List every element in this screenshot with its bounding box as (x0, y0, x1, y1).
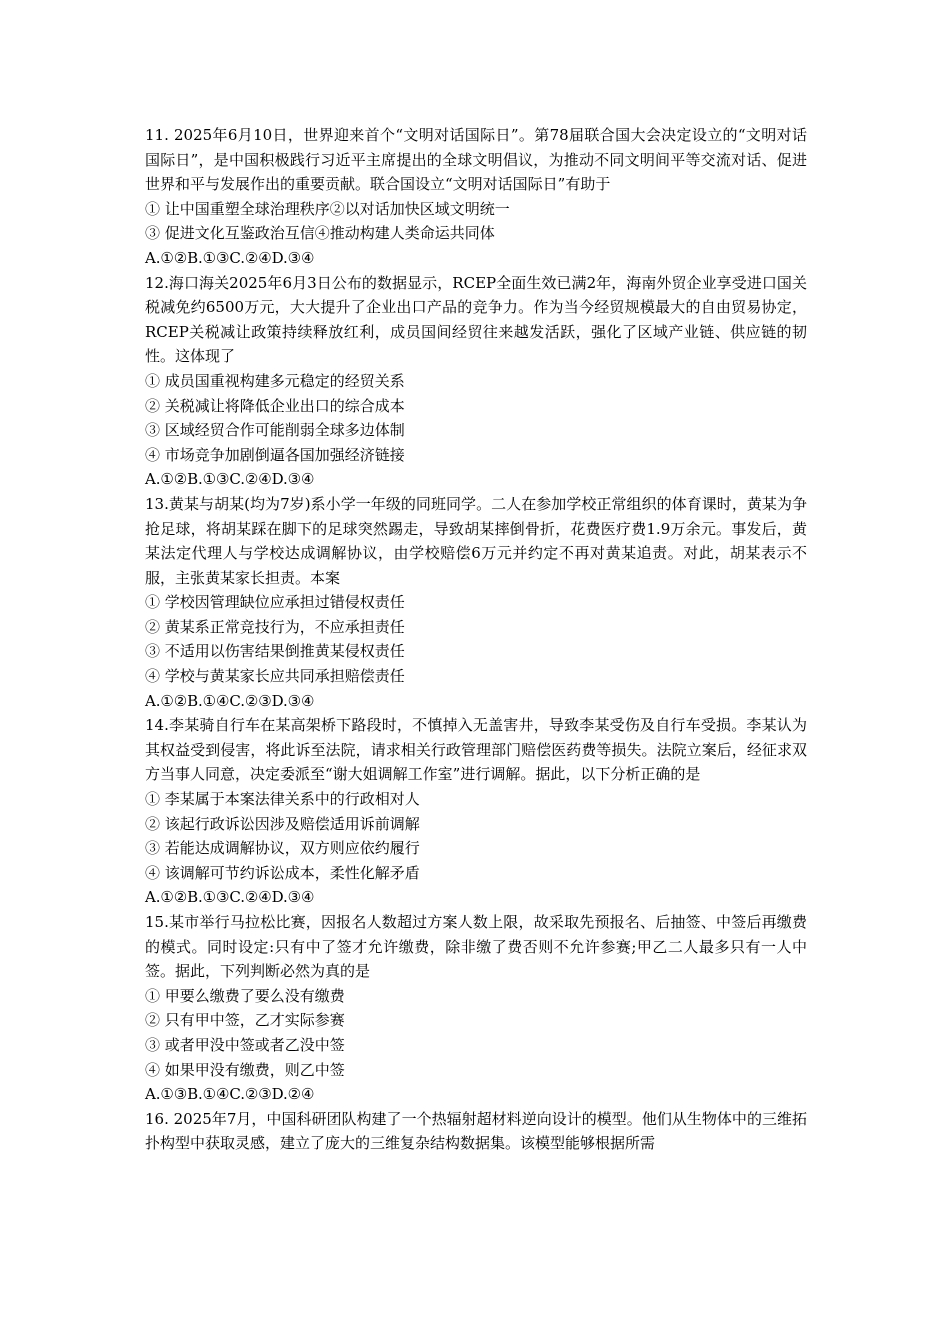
question-stem: 16. 2025年7月，中国科研团队构建了一个热辐射超材料逆向设计的模型。他们从生物体中的三维拓扑构型中获取灵感，建立了庞大的三维复杂结构数据集。该模型能够根据所需 (145, 1109, 807, 1153)
question-option: ② 该起行政诉讼因涉及赔偿适用诉前调解 (145, 814, 420, 833)
answer-choices: A.①③B.①④C.②③D.②④ (145, 1085, 315, 1104)
question-option: ④ 该调解可节约诉讼成本，柔性化解矛盾 (145, 863, 420, 882)
question-option: ③ 或者甲没中签或者乙没中签 (145, 1035, 345, 1054)
question-option: ② 只有甲中签，乙才实际参赛 (145, 1011, 345, 1030)
question-option: ③ 若能达成调解协议，双方则应依约履行 (145, 839, 420, 858)
question-14 (145, 713, 807, 910)
question-option: ④ 如果甲没有缴费，则乙中签 (145, 1060, 345, 1079)
answer-choices: A.①②B.①④C.②③D.③④ (145, 691, 315, 710)
question-stem: 15.某市举行马拉松比赛，因报名人数超过方案人数上限，故采取先预报名、后抽签、中签后再缴费的模式。同时设定:只有中了签才允许缴费，除非缴了费否则不允许参赛;甲乙二人最多只有一人中签。据此，下列判断必然为真的是 (145, 913, 807, 981)
question-option: ③ 区域经贸合作可能削弱全球多边体制 (145, 421, 405, 440)
question-option: ③ 不适用以伤害结果倒推黄某侵权责任 (145, 642, 405, 661)
question-stem: 13.黄某与胡某(均为7岁)系小学一年级的同班同学。二人在参加学校正常组织的体育课时，黄某为争抢足球，将胡某踩在脚下的足球突然踢走，导致胡某摔倒骨折，花费医疗费1.9万余元。事发后，黄某法定代理人与学校达成调解协议，由学校赔偿6万元并约定不再对黄某追责。对此，胡某表示不服，主张黄某家长担责。本案 (145, 494, 807, 587)
question-option: ② 关税减让将降低企业出口的综合成本 (145, 396, 405, 415)
answer-choices: A.①②B.①③C.②④D.③④ (145, 888, 315, 907)
question-option: ① 让中国重塑全球治理秩序②以对话加快区域文明统一 (145, 199, 510, 218)
question-13 (145, 492, 807, 713)
question-stem: 12.海口海关2025年6月3日公布的数据显示，RCEP全面生效已满2年，海南外贸企业享受进口国关税减免约6500万元，大大提升了企业出口产品的竞争力。作为当今经贸规模最大的自由贸易协定，RCEP关税减让政策持续释放红利，成员国间经贸往来越发活跃，强化了区域产业链、供应链的韧性。这体现了 (145, 273, 807, 366)
question-15 (145, 910, 807, 1107)
question-option: ④ 学校与黄某家长应共同承担赔偿责任 (145, 667, 405, 686)
question-stem: 11. 2025年6月10日，世界迎来首个“文明对话国际日”。第78届联合国大会决定设立的“文明对话国际日”，是中国积极践行习近平主席提出的全球文明倡议，为推动不同文明间平等交流对话、促进世界和平与发展作出的重要贡献。联合国设立“文明对话国际日”有助于 (145, 126, 807, 194)
question-12 (145, 271, 807, 492)
question-11 (145, 123, 807, 271)
question-option: ② 黄某系正常竞技行为，不应承担责任 (145, 617, 405, 636)
question-16 (145, 1107, 807, 1156)
answer-choices: A.①②B.①③C.②④D.③④ (145, 248, 315, 267)
document-page (145, 123, 807, 1156)
question-option: ① 学校因管理缺位应承担过错侵权责任 (145, 593, 405, 612)
question-option: ① 李某属于本案法律关系中的行政相对人 (145, 790, 420, 809)
question-stem: 14.李某骑自行车在某高架桥下路段时，不慎掉入无盖害井，导致李某受伤及自行车受损。李某认为其权益受到侵害，将此诉至法院，请求相关行政管理部门赔偿医药费等损失。法院立案后，经征求双方当事人同意，决定委派至“谢大姐调解工作室”进行调解。据此，以下分析正确的是 (145, 716, 807, 784)
question-option: ③ 促进文化互鉴政治互信④推动构建人类命运共同体 (145, 224, 495, 243)
answer-choices: A.①②B.①③C.②④D.③④ (145, 470, 315, 489)
question-option: ① 成员国重视构建多元稳定的经贸关系 (145, 371, 405, 390)
question-option: ① 甲要么缴费了要么没有缴费 (145, 986, 345, 1005)
question-option: ④ 市场竞争加剧倒逼各国加强经济链接 (145, 445, 405, 464)
